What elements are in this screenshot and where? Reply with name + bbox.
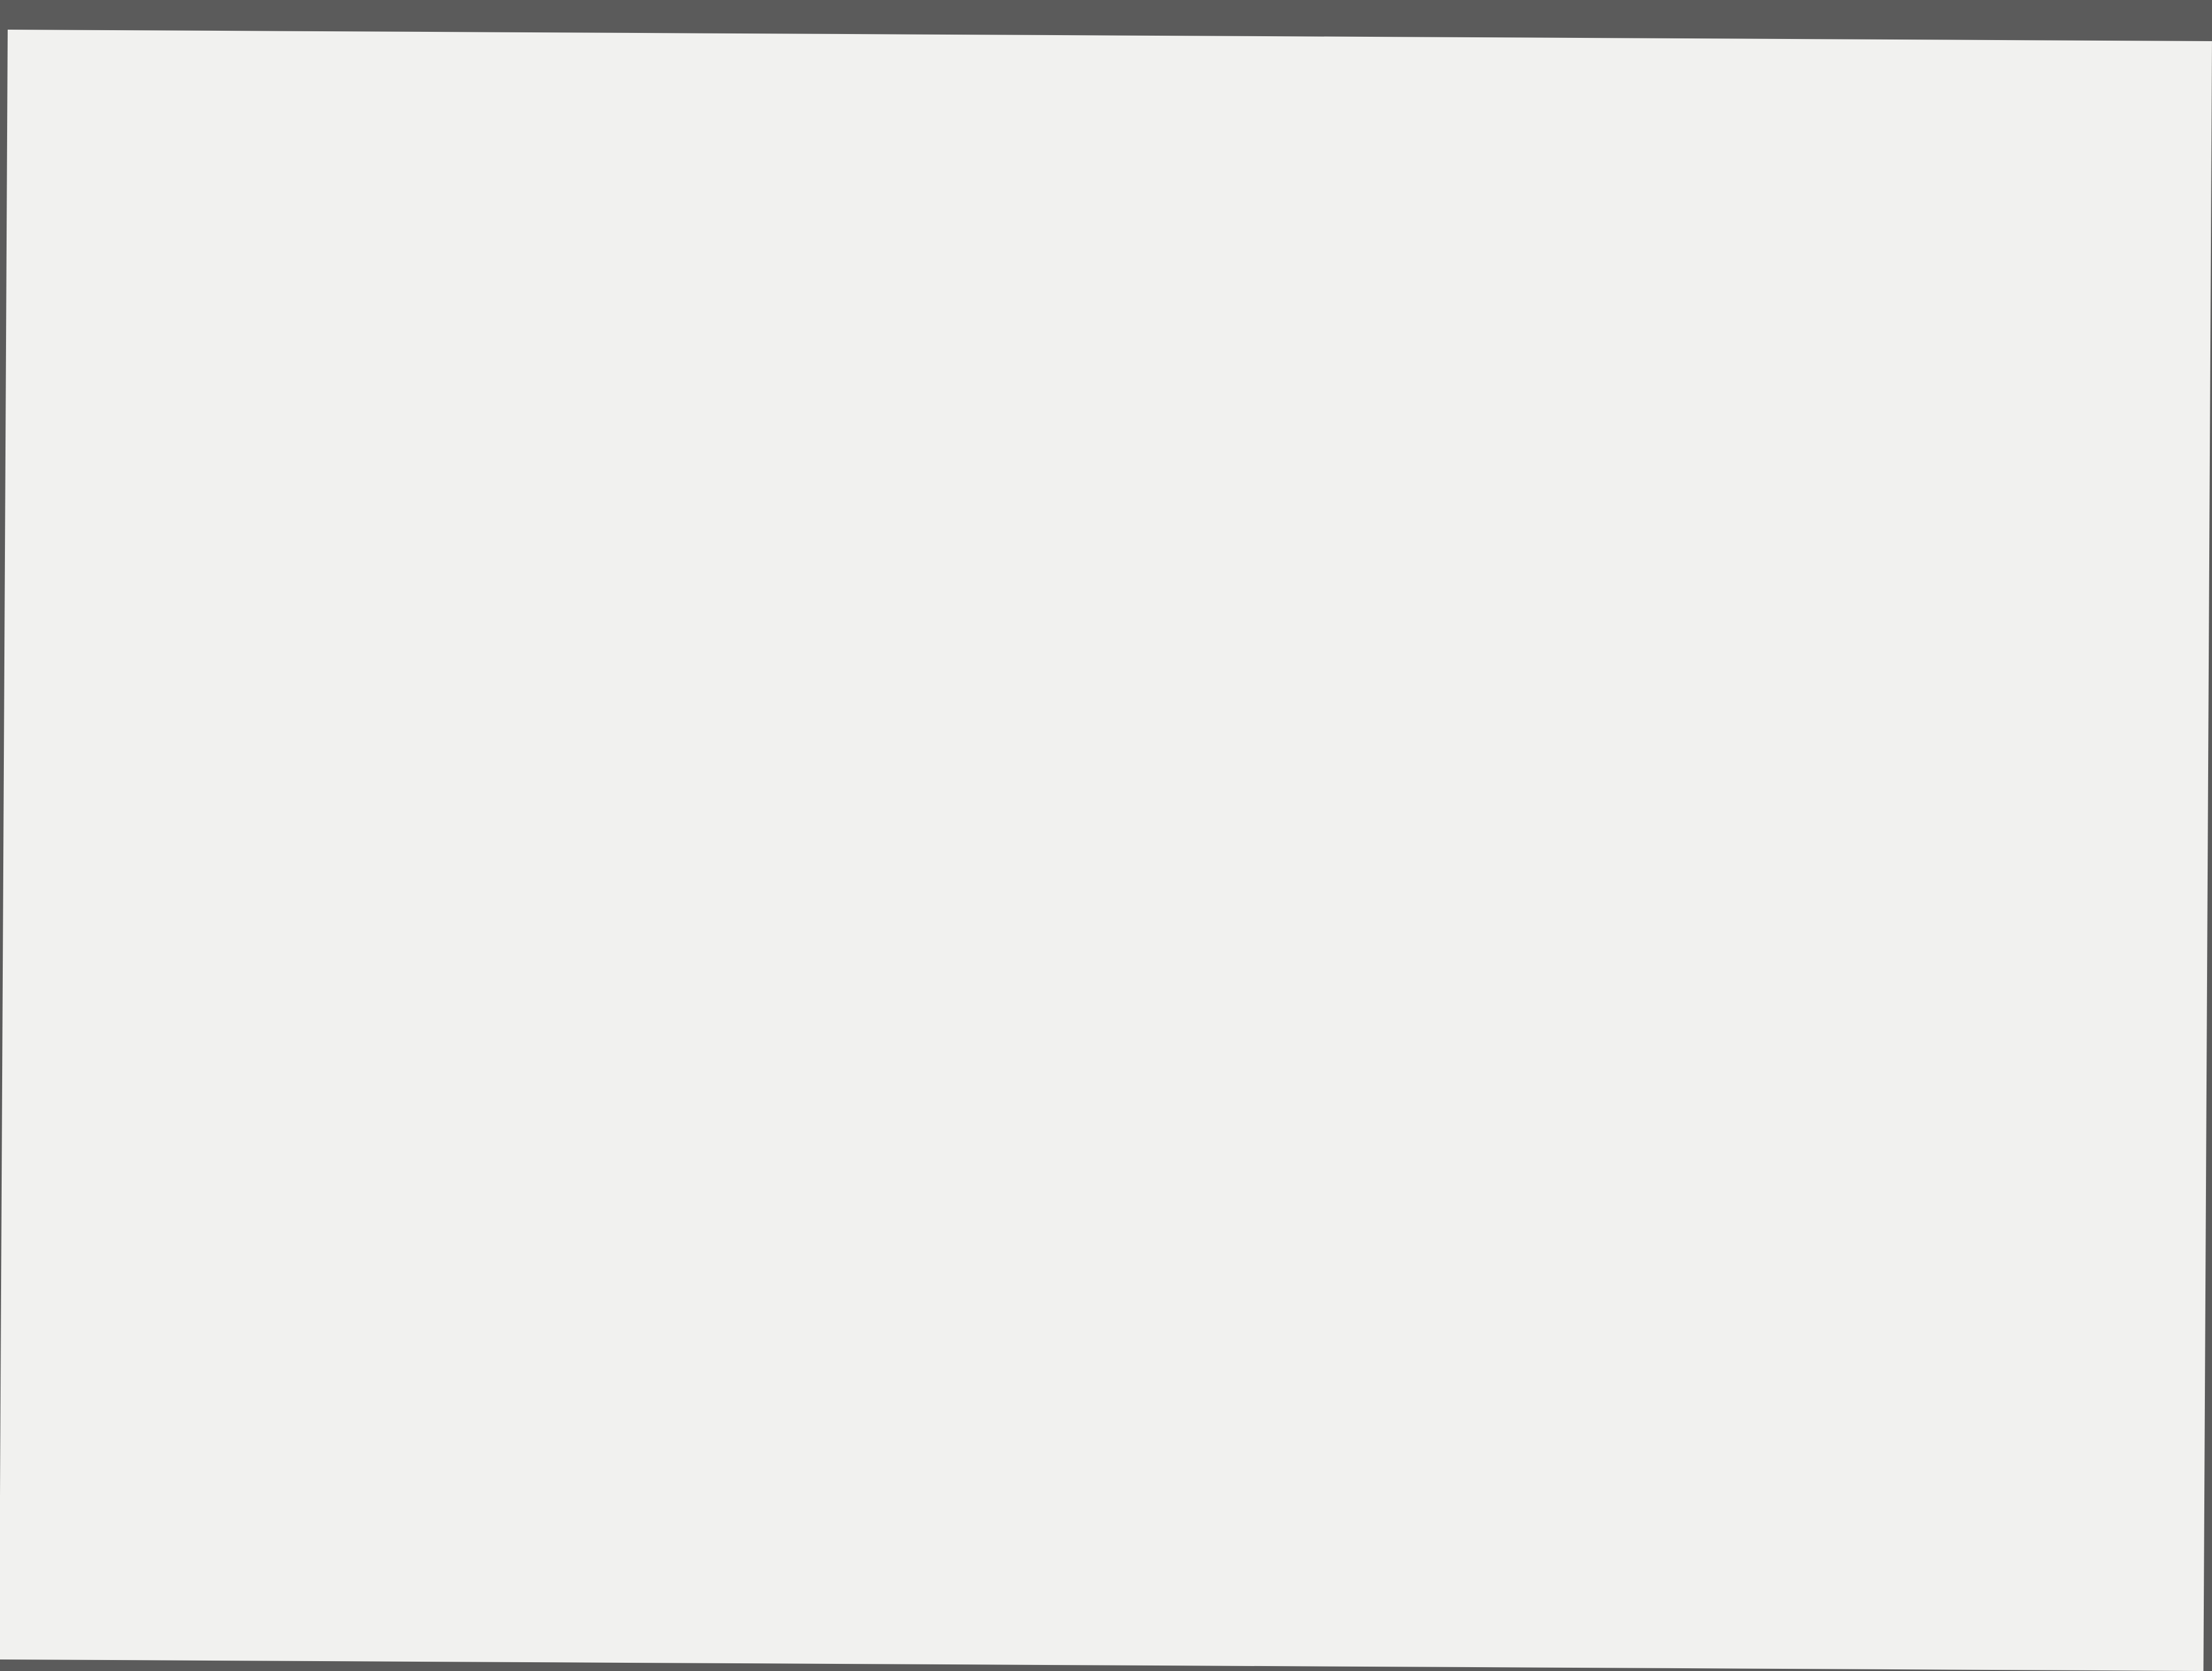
inspection-document [0, 30, 2212, 1671]
